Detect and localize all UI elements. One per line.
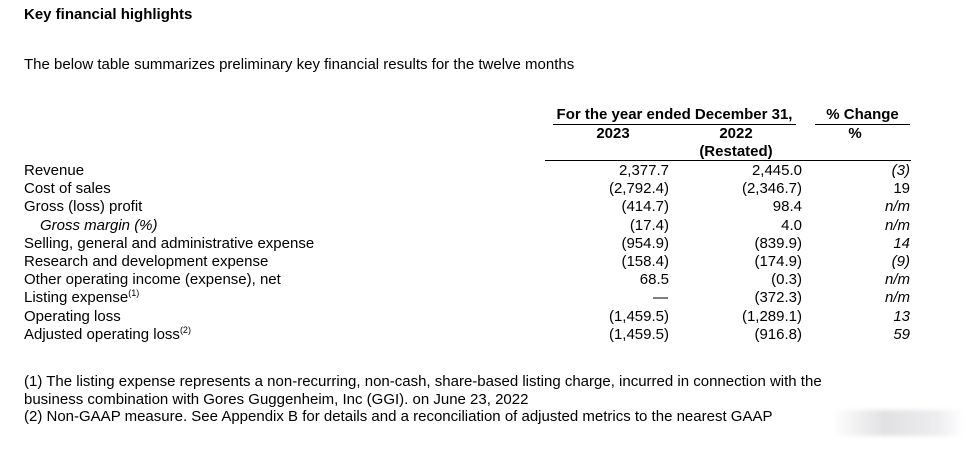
- table-row-cost-of-sales: [24, 180, 914, 198]
- value-2023: 2,377.7: [618, 162, 669, 179]
- percent-change: (9): [891, 252, 910, 270]
- value-2023: (1,459.5): [608, 325, 669, 343]
- watermark-blur: [832, 410, 964, 436]
- percent-change: n/m: [884, 216, 910, 234]
- table-row-sga-expense: [24, 235, 914, 253]
- table-header-rule: [545, 160, 911, 161]
- row-label: Cost of sales: [24, 180, 111, 198]
- row-label: Adjusted operating loss$^{(2)}$: [24, 324, 191, 343]
- value-2022: 2,445.0: [751, 162, 802, 179]
- period-header: For the year ended December 31,: [556, 106, 793, 123]
- value-2023: (158.4): [621, 252, 669, 270]
- value-2022: (0.3): [771, 271, 802, 289]
- value-2022: 98.4: [772, 198, 802, 216]
- page-title: Key financial highlights: [24, 6, 193, 23]
- column-header-percent: %: [848, 125, 862, 142]
- footnote-ref-2: (2): [179, 324, 191, 335]
- row-label: Research and development expense: [24, 252, 269, 270]
- value-2022: 4.0: [781, 216, 802, 234]
- footnote-1-line-2: business combination with Gores Guggenheim, Inc (GGI). on June 23, 2022: [24, 390, 529, 408]
- value-2022: (916.8): [754, 325, 802, 343]
- value-2022: (839.9): [754, 234, 802, 252]
- value-2023: (954.9): [621, 234, 669, 252]
- restated-label: (Restated): [699, 143, 773, 160]
- footnote-2: (2) Non-GAAP measure. See Appendix B for details and a reconciliation of adjusted metrics to the nearest GAAP: [24, 408, 773, 425]
- row-label: Revenue: [24, 162, 85, 179]
- table-row-adjusted-operating-loss: [24, 326, 914, 344]
- table-row-rd-expense: [24, 253, 914, 271]
- value-2022: (2,346.7): [741, 180, 802, 198]
- row-label: Listing expense$^{(1)}$: [24, 288, 140, 307]
- value-2023: (2,792.4): [608, 180, 669, 198]
- row-label: Selling, general and administrative expense: [24, 234, 315, 252]
- table-row-other-operating: [24, 271, 914, 289]
- percent-change: 13: [893, 307, 910, 325]
- financial-table-body: [24, 162, 914, 344]
- percent-change: 59: [893, 325, 910, 343]
- table-row-operating-loss: [24, 308, 914, 326]
- row-label: Other operating income (expense), net: [24, 271, 281, 289]
- value-2023: (1,459.5): [608, 307, 669, 325]
- row-label: Gross margin (%): [40, 216, 158, 234]
- value-2022: (174.9): [754, 252, 802, 270]
- table-row-gross-profit: [24, 198, 914, 216]
- percent-change: 19: [893, 180, 910, 198]
- percent-change: n/m: [884, 198, 910, 216]
- value-2022: (1,289.1): [741, 307, 802, 325]
- footnote-1-line-1: (1) The listing expense represents a non-recurring, non-cash, share-based listing charge, incurred in connection with the: [24, 373, 822, 390]
- table-row-listing-expense: [24, 289, 914, 307]
- value-2022: (372.3): [754, 289, 802, 307]
- value-2023: —: [653, 289, 668, 307]
- column-header-2022: 2022: [719, 125, 753, 142]
- footnote-1: [24, 373, 924, 408]
- column-header-2023: 2023: [596, 125, 630, 142]
- percent-change: 14: [893, 234, 910, 252]
- change-header: % Change: [826, 106, 899, 123]
- intro-text: The below table summarizes preliminary key financial results for the twelve months: [24, 56, 575, 73]
- table-row-gross-margin: [24, 217, 914, 235]
- value-2023: (414.7): [621, 198, 669, 216]
- percent-change: n/m: [884, 289, 910, 307]
- row-label: Operating loss: [24, 307, 121, 325]
- percent-change: n/m: [884, 271, 910, 289]
- percent-change: (3): [891, 162, 910, 179]
- value-2023: 68.5: [639, 271, 669, 289]
- table-row-revenue: [24, 162, 914, 180]
- row-label: Gross (loss) profit: [24, 198, 143, 216]
- footnote-ref-1: (1): [128, 288, 140, 299]
- value-2023: (17.4): [629, 216, 669, 234]
